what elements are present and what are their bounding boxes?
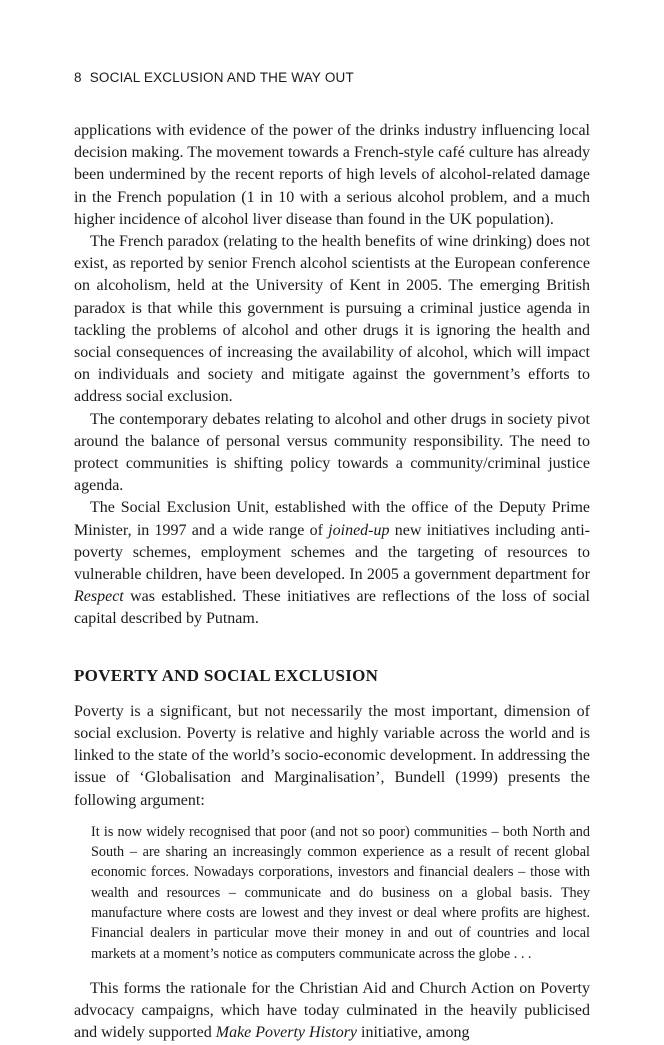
italic-term: joined-up xyxy=(328,521,390,539)
block-quote: It is now widely recognised that poor (and not so poor) communities – both North and South – are sharing an increasingly common experience as a result of recent global economic forces. Nowadays corporations, investors and financial dealers – those with wealth and resources – communicate and do business on a global basis. They manufacture where costs are lowest and they invest or deal where profits are highest. Financial dealers in particular move their money in and out of countries and local markets at a moment’s notice as computers communicate across the globe . . . xyxy=(91,823,590,962)
page-body xyxy=(74,120,590,1045)
italic-term: Respect xyxy=(74,588,124,606)
paragraph-text: This forms the rationale for the Christian Aid and Church Action on Poverty advocacy campaigns, which have today culminated in the heavily publicised and widely supported xyxy=(74,979,590,1042)
paragraph: The contemporary debates relating to alcohol and other drugs in society pivot around the balance of personal versus community responsibility. The need to protect communities is shifting policy towards a community/criminal justice agenda. xyxy=(74,410,590,495)
page-number: 8 xyxy=(74,70,82,85)
running-title: SOCIAL EXCLUSION AND THE WAY OUT xyxy=(89,70,354,85)
paragraph xyxy=(74,978,590,1045)
paragraph: applications with evidence of the power of the drinks industry influencing local decision making. The movement towards a French-style café culture has already been undermined by the recent reports of high levels of alcohol-related damage in the French population (1 in 10 with a serious alcohol problem, and a much higher incidence of alcohol liver disease than found in the UK population). xyxy=(74,122,590,228)
paragraph-text: The Social Exclusion Unit, established with the office of the Deputy Prime Minister, in 1997 and a wide range of xyxy=(74,499,590,539)
italic-title: Make Poverty History xyxy=(215,1024,358,1042)
paragraph-text: was established. These initiatives are reflections of the loss of social capital described by Putnam. xyxy=(74,588,590,628)
paragraph xyxy=(74,497,590,630)
paragraph-text: new initiatives including anti-poverty schemes, employment schemes and the targeting of resources to vulnerable children, have been developed. In 2005 a government department for xyxy=(74,521,591,584)
running-header xyxy=(74,70,354,85)
paragraph: The French paradox (relating to the health benefits of wine drinking) does not exist, as reported by senior French alcohol scientists at the European conference on alcoholism, held at the University of Kent in 2005. The emerging British paradox is that while this government is pursuing a criminal justice agenda in tackling the problems of alcohol and other drugs it is ignoring the health and social consequences of increasing the availability of alcohol, which will impact on individuals and society and mitigate against the government’s efforts to address social exclusion. xyxy=(74,233,590,406)
paragraph: Poverty is a significant, but not necessarily the most important, dimension of social exclusion. Poverty is relative and highly variable across the world and is linked to the state of the world’s socio-economic development. In addressing the issue of ‘Globalisation and Marginalisation’, Bundell (1999) presents the following argument: xyxy=(74,702,590,809)
paragraph-text: initiative, among xyxy=(357,1024,470,1042)
section-heading: POVERTY AND SOCIAL EXCLUSION xyxy=(74,665,379,685)
